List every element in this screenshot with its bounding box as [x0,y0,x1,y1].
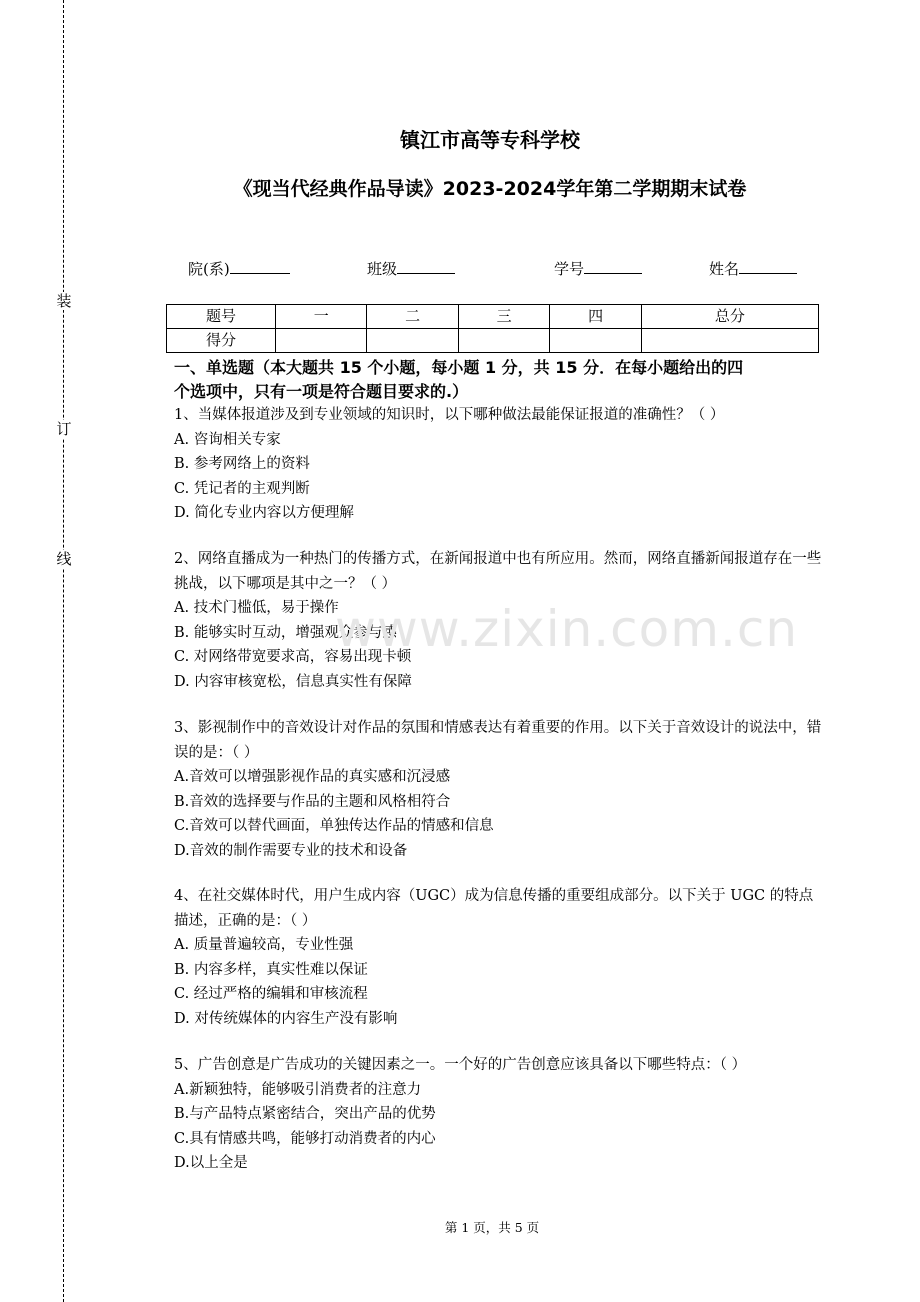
department-label: 院(系) [188,260,230,278]
option-b: B. 参考网络上的资料 [174,456,310,472]
option-d: D. 简化专业内容以方便理解 [174,505,354,521]
question-2 [174,547,824,694]
class-field [367,258,455,279]
score-cell-3 [458,329,549,353]
option-c: C.音效可以替代画面，单独传达作品的情感和信息 [174,818,494,834]
department-field [188,258,290,279]
option-a: A. 质量普遍较高，专业性强 [174,937,354,953]
option-b: B.音效的选择要与作品的主题和风格相符合 [174,793,451,810]
score-table-score-row [167,329,819,353]
score-cell-1 [276,329,367,353]
section-heading-line-2: 个选项中，只有一项是符合题目要求的.） [174,382,469,401]
school-name: 镇江市高等专科学校 [400,128,580,152]
exam-title: 《现当代经典作品导读》2023-2024学年第二学期期末试卷 [233,178,747,200]
section-heading [174,356,824,404]
option-c: C. 经过严格的编辑和审核流程 [174,986,368,1002]
question-stem: 3、影视制作中的音效设计对作品的氛围和情感表达有着重要的作用。以下关于音效设计的说法中，错误的是：（ ） [174,720,822,761]
student-id-field [554,258,642,279]
score-table-header-row [167,305,819,329]
option-d: D.以上全是 [174,1155,248,1171]
question-3 [174,716,824,863]
score-table-col-4: 四 [550,305,641,329]
option-b: B. 能够实时互动，增强观众参与感 [174,624,397,641]
option-d: D.音效的制作需要专业的技术和设备 [174,842,408,859]
student-id-blank[interactable] [584,259,642,274]
option-a: A. 技术门槛低，易于操作 [174,600,339,616]
score-cell-4 [550,329,641,353]
page-footer: 第 1 页，共 5 页 [444,1220,540,1235]
class-blank[interactable] [397,259,455,274]
question-5 [174,1053,824,1176]
section-heading-line-1: 一、单选题（本大题共 15 个小题，每小题 1 分，共 15 分．在每小题给出的四 [174,358,744,377]
name-field [709,258,797,279]
question-stem: 1、当媒体报道涉及到专业领域的知识时，以下哪种做法最能保证报道的准确性？（ ） [174,407,725,423]
binding-label-ding: 订 [56,420,72,438]
watermark: www.zixin.com.cn [335,600,799,658]
question-stem: 4、在社交媒体时代，用户生成内容（UGC）成为信息传播的重要组成部分。以下关于 UGC 的特点描述，正确的是：（ ） [174,888,814,929]
question-1 [174,403,824,526]
question-stem: 5、广告创意是广告成功的关键因素之一。一个好的广告创意应该具备以下哪些特点：（ ） [174,1057,747,1073]
score-cell-total [641,329,818,353]
option-d: D. 对传统媒体的内容生产没有影响 [174,1010,398,1027]
score-table-label-number: 题号 [167,305,276,329]
score-table-col-2: 二 [367,305,458,329]
score-cell-2 [367,329,458,353]
option-c: C. 对网络带宽要求高，容易出现卡顿 [174,649,412,665]
class-label: 班级 [367,260,398,278]
option-a: A.音效可以增强影视作品的真实感和沉浸感 [174,769,451,785]
option-d: D. 内容审核宽松，信息真实性有保障 [174,673,412,690]
option-a: A.新颖独特，能够吸引消费者的注意力 [174,1081,422,1098]
score-table-col-3: 三 [458,305,549,329]
question-4 [174,884,824,1031]
score-table-col-total: 总分 [641,305,818,329]
student-id-label: 学号 [554,260,585,278]
name-blank[interactable] [739,259,797,274]
score-table [166,304,819,353]
option-b: B. 内容多样，真实性难以保证 [174,961,368,978]
department-blank[interactable] [230,259,290,274]
option-c: C.具有情感共鸣，能够打动消费者的内心 [174,1130,436,1147]
binding-label-xian: 线 [56,550,72,568]
option-a: A. 咨询相关专家 [174,431,281,448]
score-table-col-1: 一 [276,305,367,329]
option-b: B.与产品特点紧密结合，突出产品的优势 [174,1106,436,1122]
name-label: 姓名 [709,260,740,278]
binding-label-zhuang: 装 [56,292,72,310]
option-c: C. 凭记者的主观判断 [174,480,310,497]
score-table-label-score: 得分 [167,329,276,353]
question-stem: 2、网络直播成为一种热门的传播方式，在新闻报道中也有所应用。然而，网络直播新闻报道存在一些挑战，以下哪项是其中之一？（ ） [174,551,822,592]
